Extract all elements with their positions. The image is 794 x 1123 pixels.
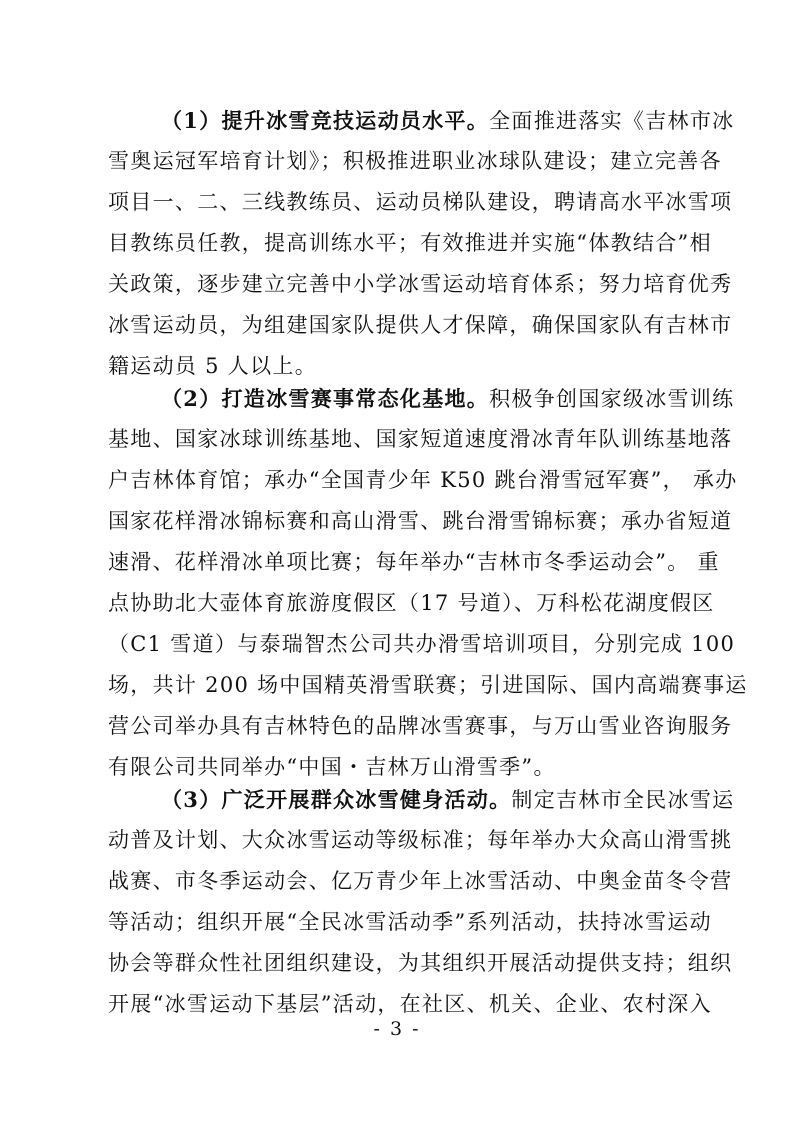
paragraph-3 [108, 779, 735, 1025]
paragraph-line: 户吉林体育馆；承办“全国青少年 K50 跳台滑雪冠军赛”， 承办 [108, 468, 738, 492]
paragraph-line: 冰雪运动员，为组建国家队提供人才保障，确保国家队有吉林市 [108, 313, 733, 337]
page-number: - 3 - [373, 1018, 421, 1040]
paragraph-2 [108, 378, 748, 788]
paragraph-line: 籍运动员 5 人以上。 [108, 354, 318, 378]
paragraph-line: （1）提升冰雪竞技运动员水平。全面推进落实《吉林市冰 [161, 108, 735, 133]
paragraph-heading: （2）打造冰雪赛事常态化基地。 [161, 386, 490, 411]
paragraph-line: 项目一、二、三线教练员、运动员梯队建设，聘请高水平冰雪项 [108, 190, 733, 214]
paragraph-line: 关政策，逐步建立完善中小学冰雪运动培育体系；努力培育优秀 [108, 272, 733, 296]
paragraph-line: 协会等群众性社团组织建设，为其组织开展活动提供支持；组织 [108, 951, 733, 975]
paragraph-heading: （1）提升冰雪竞技运动员水平。 [161, 108, 490, 133]
paragraph-line: （3）广泛开展群众冰雪健身活动。制定吉林市全民冰雪运 [161, 787, 735, 812]
paragraph-line: 目教练员任教，提高训练水平；有效推进并实施“体教结合”相 [108, 231, 712, 255]
paragraph-line: （2）打造冰雪赛事常态化基地。积极争创国家级冰雪训练 [161, 386, 735, 411]
paragraph-line: （C1 雪道）与泰瑞智杰公司共办滑雪培训项目，分别完成 100 [108, 632, 736, 656]
paragraph-heading: （3）广泛开展群众冰雪健身活动。 [161, 787, 512, 812]
paragraph-1 [108, 100, 735, 387]
paragraph-line: 开展“冰雪运动下基层”活动，在社区、机关、企业、农村深入 [108, 992, 712, 1016]
paragraph-line: 点协助北大壶体育旅游度假区（17 号道）、万科松花湖度假区 [108, 591, 715, 615]
paragraph-line: 战赛、市冬季运动会、亿万青少年上冰雪活动、中奥金苗冬令营 [108, 869, 733, 893]
paragraph-line: 国家花样滑冰锦标赛和高山滑雪、跳台滑雪锦标赛；承办省短道 [108, 509, 733, 533]
paragraph-line: 动普及计划、大众冰雪运动等级标准；每年举办大众高山滑雪挑 [108, 828, 733, 852]
paragraph-line: 有限公司共同举办“中国・吉林万山滑雪季”。 [108, 755, 556, 779]
paragraph-line: 营公司举办具有吉林特色的品牌冰雪赛事，与万山雪业咨询服务 [108, 714, 733, 738]
paragraph-line: 等活动；组织开展“全民冰雪活动季”系列活动，扶持冰雪运动 [108, 910, 712, 934]
paragraph-line: 雪奥运冠军培育计划》；积极推进职业冰球队建设；建立完善各 [108, 149, 722, 173]
paragraph-line: 场，共计 200 场中国精英滑雪联赛；引进国际、国内高端赛事运 [108, 673, 748, 697]
paragraph-line: 速滑、花样滑冰单项比赛；每年举办“吉林市冬季运动会”。 重 [108, 550, 720, 574]
paragraph-line: 基地、国家冰球训练基地、国家短道速度滑冰青年队训练基地落 [108, 427, 733, 451]
